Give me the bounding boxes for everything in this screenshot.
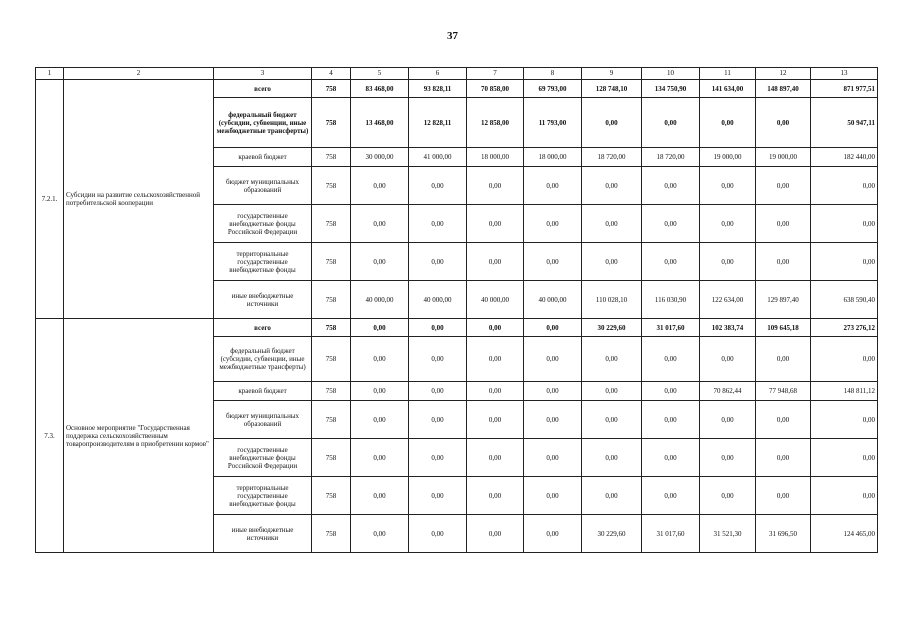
funding-source: государственные внебюджетные фонды Российской Федерации bbox=[214, 205, 312, 243]
year-value: 0,00 bbox=[467, 243, 524, 281]
column-number-header: 11 bbox=[700, 68, 756, 80]
total-value: 273 276,12 bbox=[811, 319, 878, 337]
year-value: 0,00 bbox=[756, 337, 811, 382]
column-number-header: 5 bbox=[351, 68, 409, 80]
year-value: 134 750,90 bbox=[642, 80, 700, 98]
total-value: 148 811,12 bbox=[811, 382, 878, 401]
year-value: 40 000,00 bbox=[351, 281, 409, 319]
column-number-header: 6 bbox=[409, 68, 467, 80]
year-value: 0,00 bbox=[756, 98, 811, 148]
column-number-header: 8 bbox=[524, 68, 582, 80]
year-value: 0,00 bbox=[582, 243, 642, 281]
section-name: Субсидии на развитие сельскохозяйственной потребительской кооперации bbox=[64, 80, 214, 319]
year-value: 0,00 bbox=[756, 477, 811, 515]
funding-source: краевой бюджет bbox=[214, 382, 312, 401]
funding-source: территориальные государственные внебюджетные фонды bbox=[214, 243, 312, 281]
year-value: 0,00 bbox=[467, 382, 524, 401]
year-value: 122 634,00 bbox=[700, 281, 756, 319]
year-value: 31 696,50 bbox=[756, 515, 811, 553]
year-value: 0,00 bbox=[700, 98, 756, 148]
year-value: 0,00 bbox=[467, 477, 524, 515]
year-value: 0,00 bbox=[524, 319, 582, 337]
funding-source: всего bbox=[214, 319, 312, 337]
column-number-header: 2 bbox=[64, 68, 214, 80]
column-number-header: 9 bbox=[582, 68, 642, 80]
year-value: 128 748,10 bbox=[582, 80, 642, 98]
year-value: 31 521,30 bbox=[700, 515, 756, 553]
year-value: 0,00 bbox=[582, 382, 642, 401]
funding-source: федеральный бюджет (субсидии, субвенции, иные межбюджетные трансферты) bbox=[214, 98, 312, 148]
year-value: 30 229,60 bbox=[582, 515, 642, 553]
column-number-header: 13 bbox=[811, 68, 878, 80]
year-value: 0,00 bbox=[642, 382, 700, 401]
year-value: 141 634,00 bbox=[700, 80, 756, 98]
year-value: 0,00 bbox=[642, 205, 700, 243]
total-value: 871 977,51 bbox=[811, 80, 878, 98]
year-value: 18 720,00 bbox=[642, 148, 700, 167]
year-value: 18 000,00 bbox=[467, 148, 524, 167]
budget-table bbox=[35, 67, 878, 553]
budget-code: 758 bbox=[312, 515, 351, 553]
funding-source: всего bbox=[214, 80, 312, 98]
total-value: 0,00 bbox=[811, 439, 878, 477]
funding-source: территориальные государственные внебюджетные фонды bbox=[214, 477, 312, 515]
year-value: 0,00 bbox=[524, 515, 582, 553]
year-value: 0,00 bbox=[409, 319, 467, 337]
year-value: 0,00 bbox=[524, 243, 582, 281]
year-value: 116 030,90 bbox=[642, 281, 700, 319]
budget-code: 758 bbox=[312, 167, 351, 205]
column-number-header: 7 bbox=[467, 68, 524, 80]
year-value: 40 000,00 bbox=[524, 281, 582, 319]
funding-source: федеральный бюджет (субсидии, субвенции, иные межбюджетные трансферты) bbox=[214, 337, 312, 382]
year-value: 0,00 bbox=[642, 439, 700, 477]
column-number-header: 4 bbox=[312, 68, 351, 80]
budget-code: 758 bbox=[312, 319, 351, 337]
year-value: 31 017,60 bbox=[642, 319, 700, 337]
column-number-header: 1 bbox=[36, 68, 64, 80]
total-value: 0,00 bbox=[811, 243, 878, 281]
year-value: 70 862,44 bbox=[700, 382, 756, 401]
section-number: 7.3. bbox=[36, 319, 64, 553]
year-value: 0,00 bbox=[351, 337, 409, 382]
year-value: 0,00 bbox=[642, 401, 700, 439]
year-value: 0,00 bbox=[351, 382, 409, 401]
year-value: 0,00 bbox=[700, 205, 756, 243]
year-value: 0,00 bbox=[409, 401, 467, 439]
year-value: 0,00 bbox=[524, 167, 582, 205]
year-value: 0,00 bbox=[756, 401, 811, 439]
year-value: 70 858,00 bbox=[467, 80, 524, 98]
year-value: 0,00 bbox=[409, 382, 467, 401]
budget-code: 758 bbox=[312, 281, 351, 319]
year-value: 18 000,00 bbox=[524, 148, 582, 167]
year-value: 0,00 bbox=[700, 401, 756, 439]
year-value: 40 000,00 bbox=[467, 281, 524, 319]
year-value: 31 017,60 bbox=[642, 515, 700, 553]
total-value: 638 590,40 bbox=[811, 281, 878, 319]
funding-source: краевой бюджет bbox=[214, 148, 312, 167]
year-value: 0,00 bbox=[524, 382, 582, 401]
year-value: 0,00 bbox=[756, 205, 811, 243]
year-value: 0,00 bbox=[582, 477, 642, 515]
year-value: 0,00 bbox=[467, 167, 524, 205]
year-value: 0,00 bbox=[582, 98, 642, 148]
year-value: 0,00 bbox=[524, 401, 582, 439]
year-value: 0,00 bbox=[582, 167, 642, 205]
year-value: 12 858,00 bbox=[467, 98, 524, 148]
total-value: 50 947,11 bbox=[811, 98, 878, 148]
year-value: 19 000,00 bbox=[700, 148, 756, 167]
year-value: 0,00 bbox=[467, 439, 524, 477]
year-value: 0,00 bbox=[582, 401, 642, 439]
year-value: 13 468,00 bbox=[351, 98, 409, 148]
budget-code: 758 bbox=[312, 243, 351, 281]
total-value: 0,00 bbox=[811, 205, 878, 243]
year-value: 0,00 bbox=[700, 337, 756, 382]
year-value: 0,00 bbox=[524, 477, 582, 515]
year-value: 102 383,74 bbox=[700, 319, 756, 337]
year-value: 30 229,60 bbox=[582, 319, 642, 337]
year-value: 41 000,00 bbox=[409, 148, 467, 167]
total-value: 0,00 bbox=[811, 401, 878, 439]
funding-source: бюджет муниципальных образований bbox=[214, 401, 312, 439]
year-value: 0,00 bbox=[756, 167, 811, 205]
year-value: 77 948,68 bbox=[756, 382, 811, 401]
year-value: 0,00 bbox=[582, 205, 642, 243]
year-value: 0,00 bbox=[642, 167, 700, 205]
year-value: 129 897,40 bbox=[756, 281, 811, 319]
funding-source: иные внебюджетные источники bbox=[214, 515, 312, 553]
year-value: 0,00 bbox=[700, 243, 756, 281]
budget-code: 758 bbox=[312, 98, 351, 148]
year-value: 30 000,00 bbox=[351, 148, 409, 167]
year-value: 0,00 bbox=[351, 319, 409, 337]
year-value: 0,00 bbox=[351, 515, 409, 553]
page-number: 37 bbox=[447, 30, 458, 42]
year-value: 0,00 bbox=[351, 167, 409, 205]
budget-code: 758 bbox=[312, 148, 351, 167]
year-value: 0,00 bbox=[582, 439, 642, 477]
total-value: 182 440,00 bbox=[811, 148, 878, 167]
column-number-header: 12 bbox=[756, 68, 811, 80]
funding-source: бюджет муниципальных образований bbox=[214, 167, 312, 205]
year-value: 69 793,00 bbox=[524, 80, 582, 98]
year-value: 40 000,00 bbox=[409, 281, 467, 319]
table-row bbox=[36, 319, 878, 337]
year-value: 0,00 bbox=[756, 243, 811, 281]
year-value: 0,00 bbox=[351, 205, 409, 243]
year-value: 0,00 bbox=[351, 439, 409, 477]
year-value: 0,00 bbox=[467, 515, 524, 553]
year-value: 0,00 bbox=[524, 205, 582, 243]
year-value: 0,00 bbox=[351, 243, 409, 281]
year-value: 0,00 bbox=[700, 167, 756, 205]
year-value: 0,00 bbox=[409, 439, 467, 477]
total-value: 0,00 bbox=[811, 477, 878, 515]
year-value: 0,00 bbox=[467, 337, 524, 382]
section-number: 7.2.1. bbox=[36, 80, 64, 319]
year-value: 0,00 bbox=[467, 401, 524, 439]
section-name: Основное мероприятие "Государственная поддержка сельскохозяйственным товаропроизводителям в приобретении кормов" bbox=[64, 319, 214, 553]
year-value: 12 828,11 bbox=[409, 98, 467, 148]
year-value: 0,00 bbox=[700, 477, 756, 515]
year-value: 109 645,18 bbox=[756, 319, 811, 337]
total-value: 124 465,00 bbox=[811, 515, 878, 553]
year-value: 0,00 bbox=[524, 439, 582, 477]
year-value: 0,00 bbox=[642, 477, 700, 515]
year-value: 0,00 bbox=[582, 337, 642, 382]
budget-code: 758 bbox=[312, 205, 351, 243]
year-value: 0,00 bbox=[700, 439, 756, 477]
table-row bbox=[36, 80, 878, 98]
budget-code: 758 bbox=[312, 382, 351, 401]
year-value: 83 468,00 bbox=[351, 80, 409, 98]
year-value: 148 897,40 bbox=[756, 80, 811, 98]
year-value: 93 828,11 bbox=[409, 80, 467, 98]
year-value: 11 793,00 bbox=[524, 98, 582, 148]
year-value: 0,00 bbox=[409, 515, 467, 553]
column-number-row bbox=[36, 68, 878, 80]
year-value: 0,00 bbox=[467, 205, 524, 243]
funding-source: государственные внебюджетные фонды Российской Федерации bbox=[214, 439, 312, 477]
budget-code: 758 bbox=[312, 337, 351, 382]
year-value: 0,00 bbox=[409, 167, 467, 205]
total-value: 0,00 bbox=[811, 167, 878, 205]
year-value: 0,00 bbox=[524, 337, 582, 382]
total-value: 0,00 bbox=[811, 337, 878, 382]
year-value: 18 720,00 bbox=[582, 148, 642, 167]
column-number-header: 10 bbox=[642, 68, 700, 80]
budget-code: 758 bbox=[312, 401, 351, 439]
year-value: 0,00 bbox=[351, 477, 409, 515]
year-value: 0,00 bbox=[409, 337, 467, 382]
year-value: 0,00 bbox=[409, 243, 467, 281]
year-value: 0,00 bbox=[642, 98, 700, 148]
column-number-header: 3 bbox=[214, 68, 312, 80]
year-value: 0,00 bbox=[409, 477, 467, 515]
budget-code: 758 bbox=[312, 477, 351, 515]
year-value: 0,00 bbox=[642, 337, 700, 382]
year-value: 19 000,00 bbox=[756, 148, 811, 167]
year-value: 0,00 bbox=[467, 319, 524, 337]
year-value: 0,00 bbox=[409, 205, 467, 243]
year-value: 0,00 bbox=[756, 439, 811, 477]
year-value: 0,00 bbox=[642, 243, 700, 281]
budget-code: 758 bbox=[312, 80, 351, 98]
budget-code: 758 bbox=[312, 439, 351, 477]
year-value: 110 028,10 bbox=[582, 281, 642, 319]
year-value: 0,00 bbox=[351, 401, 409, 439]
funding-source: иные внебюджетные источники bbox=[214, 281, 312, 319]
